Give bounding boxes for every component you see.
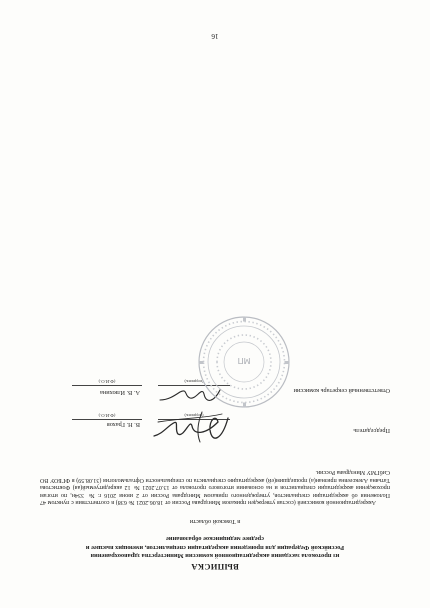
document-region: в Томской области [189,518,241,525]
chairman-signature [146,406,236,448]
document-title: ВЫПИСКА [191,562,239,572]
chairman-name: В. Н. Грахов [106,421,140,428]
document-subtitle: из протокола заседания аккредитационной комиссии Министерства здравоохранения Российской Федерации для проведения аккредитации специалистов, имеющих высшее и среднее медицинское образование [85,535,345,559]
secretary-signature-hint: (подпись) [184,379,204,384]
seal-stamp [196,314,292,410]
seal-center-text: МП [237,356,251,365]
chairman-signature-hint: (подпись) [184,413,204,418]
chairman-role: Председатель [353,427,390,434]
secretary-name-hint: (Ф.И.О.) [98,379,116,384]
chairman-name-hint: (Ф.И.О.) [98,413,116,418]
secretary-role: Ответственный секретарь комиссии [293,387,390,394]
page-number: 16 [211,32,219,40]
secretary-name-line [72,385,142,386]
secretary-name: А. В. Илюхина [100,389,140,396]
document-body: Аккредитационной комиссией (состав утвержден приказом Минздрава России от 18.06.2021 № 638) в соответствии с пунктом 47 Положения об аккредитации специалистов, утвержденного приказом Минздрава России от 2 июня 2016 г. № 334н, по итогам прохождения аккредитации специалистов и на основании итогового протокола от 13.07.2021 № 12 аккредитуемый(ая) Фоктистова Татьяна Алексеевна признан(а) прошедшим(ей) аккредитацию специалиста по специальности Офтальмология (31.08.59) в ФГБОУ ВО СибГМУ Минздрава России. [40,469,390,505]
chairman-name-line [72,419,142,420]
